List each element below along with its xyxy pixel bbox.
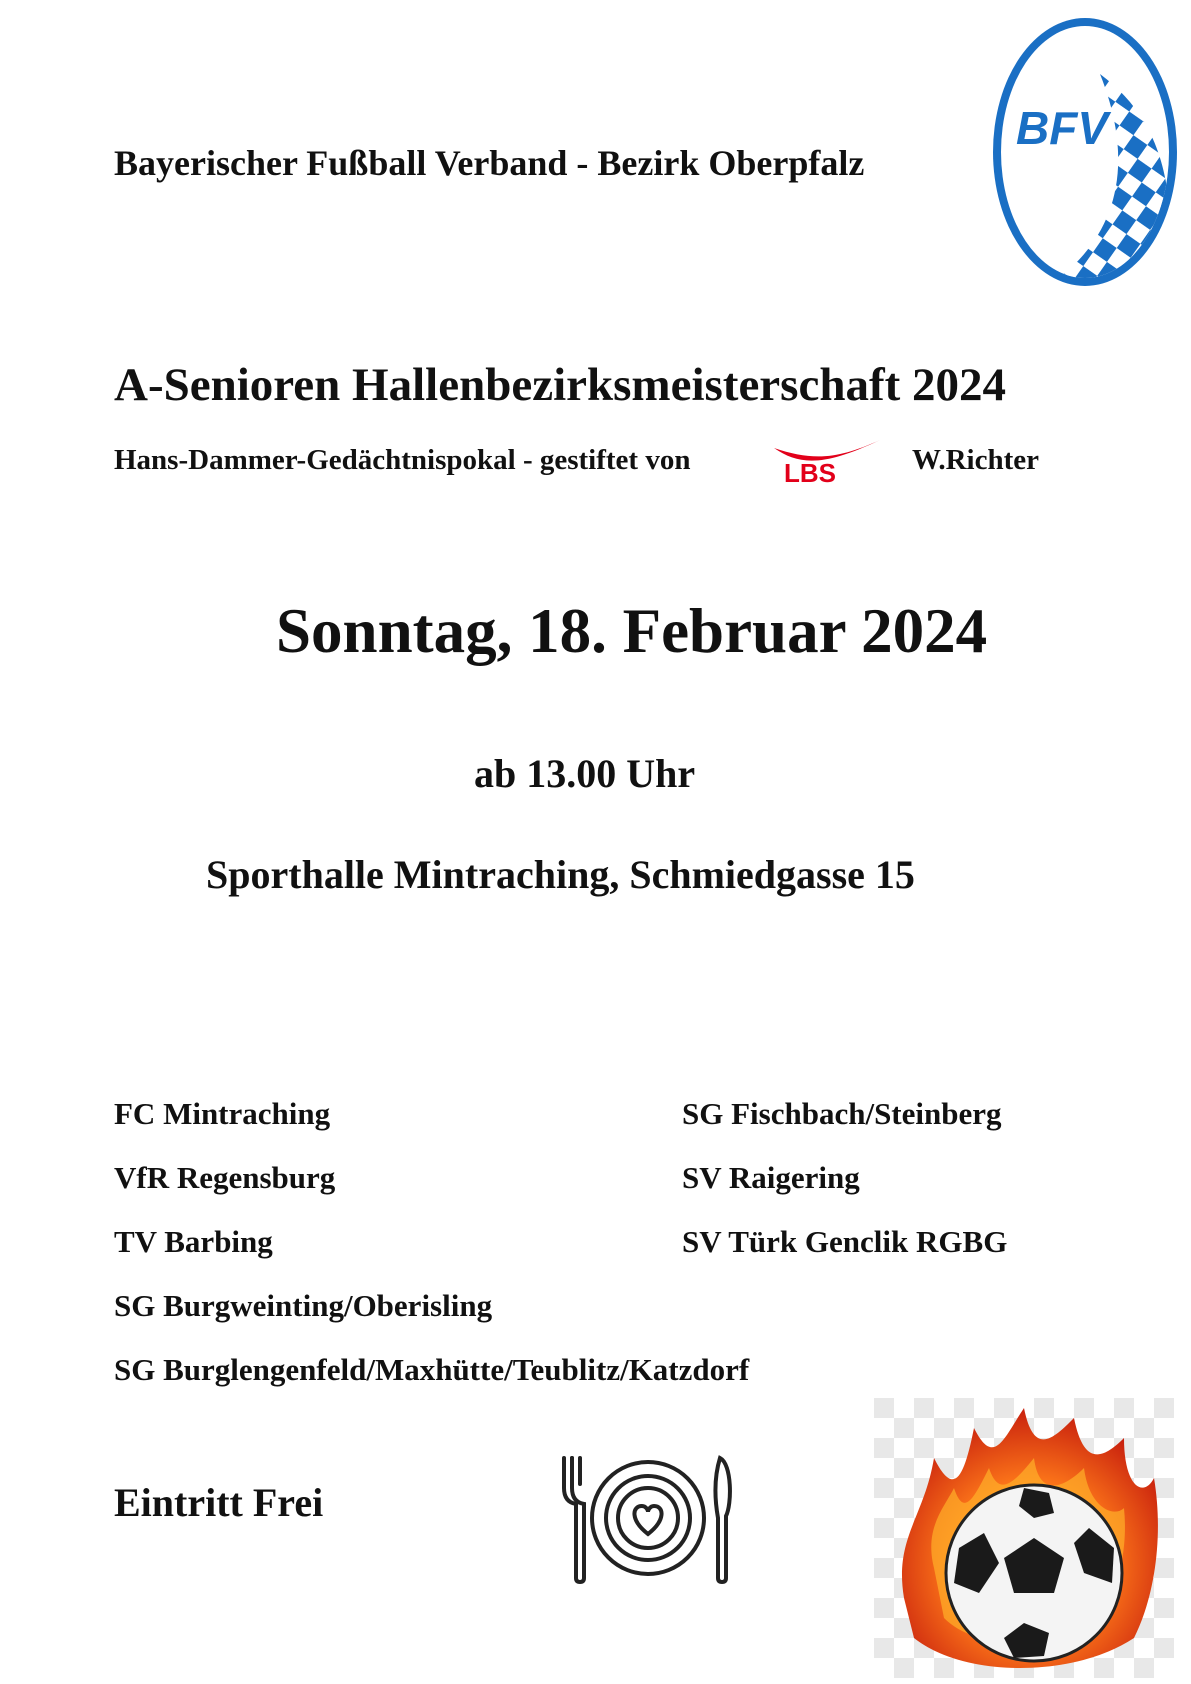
donor-name: W.Richter	[912, 444, 1039, 476]
event-date: Sonntag, 18. Februar 2024	[276, 596, 988, 666]
bfv-logo-text: BFV	[1016, 102, 1108, 154]
event-title: A-Senioren Hallenbezirksmeisterschaft 2024	[114, 359, 1007, 411]
flaming-soccer-ball-image	[874, 1398, 1174, 1678]
team-list-left	[114, 1094, 749, 1414]
team-item: SG Burgweinting/Oberisling	[114, 1288, 493, 1323]
team-item: TV Barbing	[114, 1224, 273, 1259]
team-item: SV Raigering	[682, 1160, 860, 1195]
team-item: SG Burglengenfeld/Maxhütte/Teublitz/Katzdorf	[114, 1352, 750, 1387]
team-item: SG Fischbach/Steinberg	[682, 1096, 1002, 1131]
plate-fork-knife-heart-icon	[560, 1454, 734, 1584]
bfv-logo	[990, 14, 1180, 290]
organization-name: Bayerischer Fußball Verband - Bezirk Oberpfalz	[114, 143, 865, 183]
event-time: ab 13.00 Uhr	[474, 751, 696, 796]
team-item: FC Mintraching	[114, 1096, 331, 1131]
team-item: SV Türk Genclik RGBG	[682, 1224, 1008, 1259]
team-list-right	[682, 1094, 1007, 1286]
team-item: VfR Regensburg	[114, 1160, 336, 1195]
lbs-logo-text: LBS	[784, 458, 836, 488]
event-venue: Sporthalle Mintraching, Schmiedgasse 15	[206, 852, 915, 897]
event-subtitle: Hans-Dammer-Gedächtnispokal - gestiftet von	[114, 444, 691, 476]
entry-free-label: Eintritt Frei	[114, 1480, 324, 1525]
lbs-logo	[770, 436, 885, 492]
